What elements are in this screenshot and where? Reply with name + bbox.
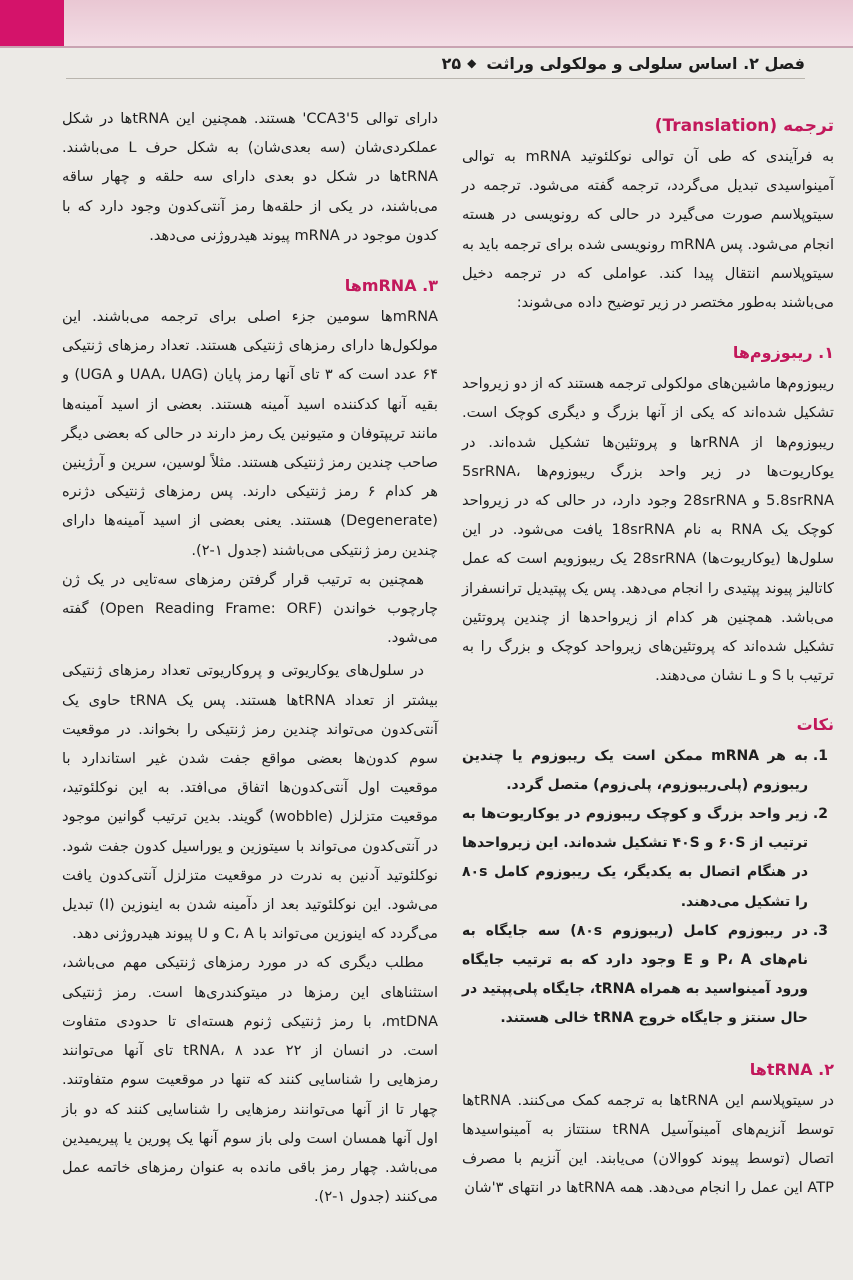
trna-continued-paragraph: دارای توالی 5'CCA3' هستند. همچنین این tRNAها در شکل عملکردی‌شان (سه بعدی‌شان) به شکل حرف L می‌باشند. tRNAها در شکل دو بعدی دارای سه حلقه و چهار ساقه می‌باشند، در یکی از حلقه‌ها رمز آنتی‌کدون وجود دارد که با کدون موجود در mRNA پیوند هیدروژنی می‌دهد. [62,110,439,244]
chapter-title: فصل ۲. اساس سلولی و مولکولی وراثت [486,53,805,73]
mrna-paragraph-3: در سلول‌های یوکاریوتی و پروکاریوتی تعداد رمزهای ژنتیکی بیشتر از تعداد tRNAها هستند. پس یک tRNA حاوی یک آنتی‌کدون می‌تواند چندین رمز ژنتیکی را بخواند. در موقعیت سوم کدون‌ها بعضی مواقع جفت شدن غیر استاندارد با موقعیت اول آنتی‌کدون‌ها اتفاق می‌افتد. به این نوکلئوتید، موقعیت متزلزل (wobble) گویند. بدین ترتیب گوانین موجود در آنتی‌کدون می‌تواند با سیتوزین و یوراسیل کدون جفت شود. نوکلئوتید آدنین به ندرت در موقعیت متزلزل آنتی‌کدون یافت می‌شود. این نوکلئوتید بعد از دآمینه شدن به اینوزین (I) تبدیل می‌گردد که اینوزین می‌تواند با C، A و U پیوند هیدروژنی دهد. [62,662,439,943]
notes-heading: نکات [796,715,834,735]
mrna-paragraph-4: مطلب دیگری که در مورد رمزهای ژنتیکی مهم می‌باشد، استثناهای این رمزها در میتوکندری‌ها است. رمز ژنتیکی mtDNA، با رمز ژنتیکی ژنوم هسته‌ای تا حدودی متفاوت است. در انسان از ۲۲ عدد tRNA، ۸ تای آنها می‌توانند رمزهایی را شناسایی کنند که تنها در موقعیت سوم متفاوتند. چهار تا از آنها می‌توانند رمزهایی را شناسایی کنند که دو باز اول آنها همسان است ولی باز سوم آنها یک پورین یا پیریمیدین می‌باشد. چهار رمز باقی مانده به عنوان رمزهای خاتمه عمل می‌کنند (جدول ۱-۲). [62,954,438,1206]
mrna-paragraph-1: mRNAها سومین جزء اصلی برای ترجمه می‌باشند. این مولکول‌ها دارای رمزهای ژنتیکی هستند. تعداد رمزهای ژنتیکی ۶۴ عدد است که ۳ تای آنها رمز پایان (UAA، UAG و UGA) و بقیه آنها کدکننده اسید آمینه هستند. بعضی از اسید آمینه‌ها مانند تریپتوفان و متیونین یک رمز دارند در حالی که بعضی دیگر صاحب چندین رمز ژنتیکی هستند. مثلاً لوسین، سرین و آرژینین هر کدام ۶ رمز ژنتیکی دارند. پس رمزهای ژنتیکی دژنره (Degenerate) هستند. یعنی بعضی از اسید آمینه‌ها دارای چندین رمز ژنتیکی می‌باشند (جدول ۱-۲). [62,308,439,559]
top-color-band [0,0,853,48]
note-item: 2. زیر واحد بزرگ و کوچک ریبوزوم در یوکاریوت‌ها به ترتیب از ۶۰S و ۴۰S تشکیل شده‌اند. این زیرواحدها در هنگام اتصال به یکدیگر، یک ریبوزوم کامل ۸۰s را تشکیل می‌دهند. [462,800,808,917]
note-item: 3. در ریبوزوم کامل (ریبوزوم ۸۰s) سه جایگاه به نام‌های P، A و E وجود دارد که به ترتیب جایگاه ورود آمینواسید به همراه tRNA، جایگاه پلی‌پپتید در حال سنتز و جایگاه خروج tRNA خالی هستند. [462,917,808,1034]
mrna-paragraph-2: همچنین به ترتیب قرار گرفتن رمزهای سه‌تایی در یک ژن چارچوب خواندن (Open Reading Frame: ORF) گفته می‌شود. [62,570,439,647]
translation-intro: به فرآیندی که طی آن توالی نوکلئوتید mRNA به توالی آمینواسیدی تبدیل می‌گردد، ترجمه گفته می‌شود. ترجمه در سیتوپلاسم صورت می‌گیرد در حالی که رونویسی در هسته انجام می‌شود. پس mRNA رونویسی شده برای ترجمه باید به سیتوپلاسم انتقال پیدا کند. عواملی که در ترجمه دخیل می‌باشند به‌طور مختصر در زیر توضیح داده می‌شوند: [462,148,834,312]
left-column [62,104,438,1211]
ribosome-paragraph: ریبوزوم‌ها ماشین‌های مولکولی ترجمه هستند که از دو زیرواحد تشکیل شده‌اند که یکی از آنها بزرگ و دیگری کوچک است. ریبوزوم‌ها از rRNAها و پروتئین‌ها تشکیل شده‌اند. در یوکاریوت‌ها در زیر واحد بزرگ ریبوزوم‌ها 5srRNA، 5.8srRNA و 28srRNA وجود دارد، در حالی که در زیرواحد کوچک یک RNA به نام 18srRNA یافت می‌شود. در این سلول‌ها (یوکاریوت‌ها) 28srRNA یک ریبوزویم است که عمل کاتالیز پیوند پپتیدی را انجام می‌دهد. پس یک پپتیدیل ترانسفراز می‌باشد. همچنین هر کدام از زیرواحدها از چندین پروتئین تشکیل شده‌اند که پروتئین‌های زیرواحد کوچک و بزرگ را به ترتیب با S و L نشان می‌دهند. [462,375,835,685]
chapter-tab-marker [0,0,64,46]
right-column [462,104,834,1203]
diamond-icon: ◆ [467,56,477,70]
note-item: 1. به هر mRNA ممکن است یک ریبوزوم یا چندین ریبوزوم (پلی‌ریبوزوم، پلی‌زوم) متصل گردد. [462,742,808,800]
mrna-heading: ۳. mRNAها [344,276,438,296]
running-header [66,48,805,79]
ribosome-heading: ۱. ریبوزوم‌ها [732,343,834,363]
trna-heading: ۲. tRNAها [749,1059,834,1079]
notes-list [462,742,834,1034]
translation-heading: ترجمه (Translation) [654,116,834,136]
page-number: ۲۵ [441,53,462,73]
trna-paragraph: در سیتوپلاسم این tRNAها به ترجمه کمک می‌کنند. tRNAها توسط آنزیم‌های آمینوآسیل tRNA سنتتاز به آمینواسیدها اتصال (توسط پیوند کووالان) می‌یابند. این آنزیم با مصرف ATP این عمل را انجام می‌دهد. همه tRNAها در انتهای ۳'شان [462,1091,834,1197]
